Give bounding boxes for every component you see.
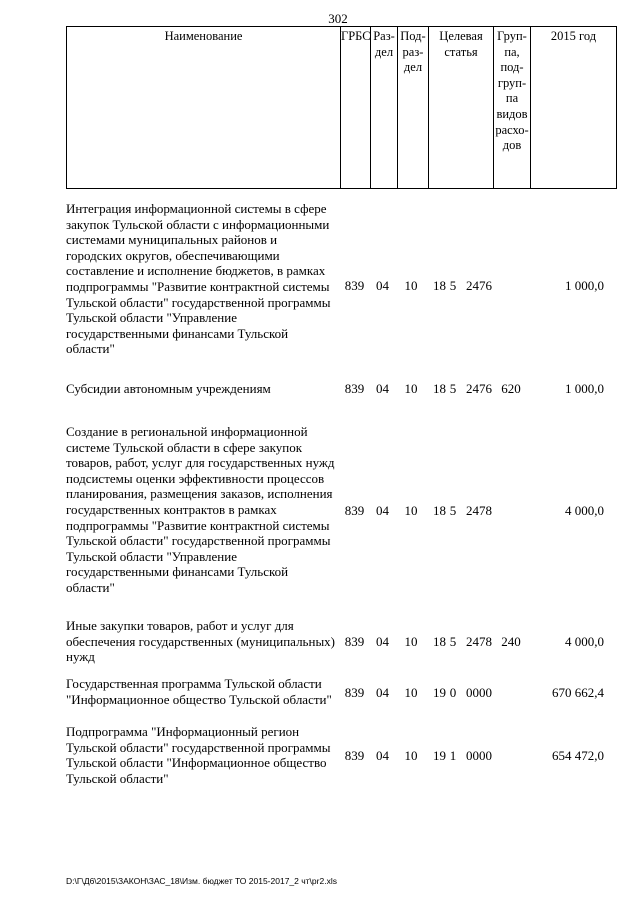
header-name: Наименование [164,29,243,43]
file-path-footer: D:\Г\Д6\2015\ЗАКОН\ЗАС_18\Изм. бюджет ТО 2015-2017_2 чт\pr2.xls [66,876,337,886]
row-grbs: 839 [344,278,365,293]
row-razdel: 04 [376,381,389,396]
row-target-direction: 2478 [466,634,492,649]
row-target-program: 18 [433,503,446,518]
row-podrazdel: 10 [404,381,418,396]
header-grbs: ГРБС [340,27,370,188]
row-razdel: 04 [376,685,389,700]
row-target-direction: 2476 [466,278,492,293]
row-grbs: 839 [344,748,365,763]
row-target-program: 18 [433,278,446,293]
row-sum: 1 000,0 [565,381,604,396]
row-podrazdel: 10 [404,634,418,649]
row-razdel: 04 [376,748,389,763]
row-target-subprogram: 5 [449,278,457,293]
row-podrazdel: 10 [404,503,418,518]
header-year: 2015 год [530,27,616,188]
row-podrazdel: 10 [404,748,418,763]
row-sum: 670 662,4 [552,685,604,700]
row-grbs: 839 [344,503,365,518]
row-sum: 654 472,0 [552,748,604,763]
row-vid: 620 [501,381,521,396]
row-name: Государственная программа Тульской области "Информационное общество Тульской области" [66,676,332,707]
row-name: Субсидии автономным учреждениям [66,381,271,396]
row-razdel: 04 [376,278,389,293]
row-grbs: 839 [344,634,365,649]
header-razdel: Раз- дел [370,27,397,188]
row-sum: 4 000,0 [565,634,604,649]
row-podrazdel: 10 [404,685,418,700]
row-razdel: 04 [376,503,389,518]
row-target-direction: 2478 [466,503,492,518]
row-target-direction: 2476 [466,381,492,396]
row-target-subprogram: 0 [449,685,457,700]
row-sum: 1 000,0 [565,278,604,293]
row-target-subprogram: 5 [449,381,457,396]
row-podrazdel: 10 [404,278,418,293]
row-target-direction: 0000 [466,748,492,763]
row-name: Иные закупки товаров, работ и услуг для обеспечения государственных (муниципальных) нужд [66,618,336,665]
row-name: Создание в региональной информационной системе Тульской области в сфере закупок товаров, работ, услуг для государственных нужд подсистемы оценки эффективности процессов планирования, размещения заказов, исполнения государственных контрактов в рамках подпрограммы "Развитие контрактной системы Тульской области" государственной программы Тульской области "Управление государственными финансами Тульской области" [66,424,335,595]
row-name: Интеграция информационной системы в сфере закупок Тульской области с информационными системами муниципальных районов и городских округов, обеспечивающими составление и исполнение бюджетов, в рамках подпрограммы "Развитие контрактной системы Тульской области" государственной программы Тульской области "Управление государственными финансами Тульской области" [66,201,331,357]
row-target-subprogram: 5 [449,503,457,518]
row-target-program: 18 [433,634,446,649]
header-target: Целевая статья [428,27,493,188]
row-target-program: 19 [433,685,446,700]
row-razdel: 04 [376,634,389,649]
row-grbs: 839 [344,685,365,700]
row-target-program: 19 [433,748,446,763]
table-header [66,26,617,189]
page-number: 302 [328,11,348,26]
row-target-direction: 0000 [466,685,492,700]
row-target-subprogram: 5 [449,634,457,649]
row-name: Подпрограмма "Информационный регион Тульской области" государственной программы Тульской области "Информационное общество Тульской области" [66,724,331,786]
row-grbs: 839 [344,381,365,396]
row-vid: 240 [501,634,521,649]
header-vid: Груп- па, под- груп- па видов расхо- дов [493,27,530,188]
header-podrazdel: Под- раз- дел [397,27,428,188]
row-target-program: 18 [433,381,446,396]
row-target-subprogram: 1 [449,748,457,763]
row-sum: 4 000,0 [565,503,604,518]
